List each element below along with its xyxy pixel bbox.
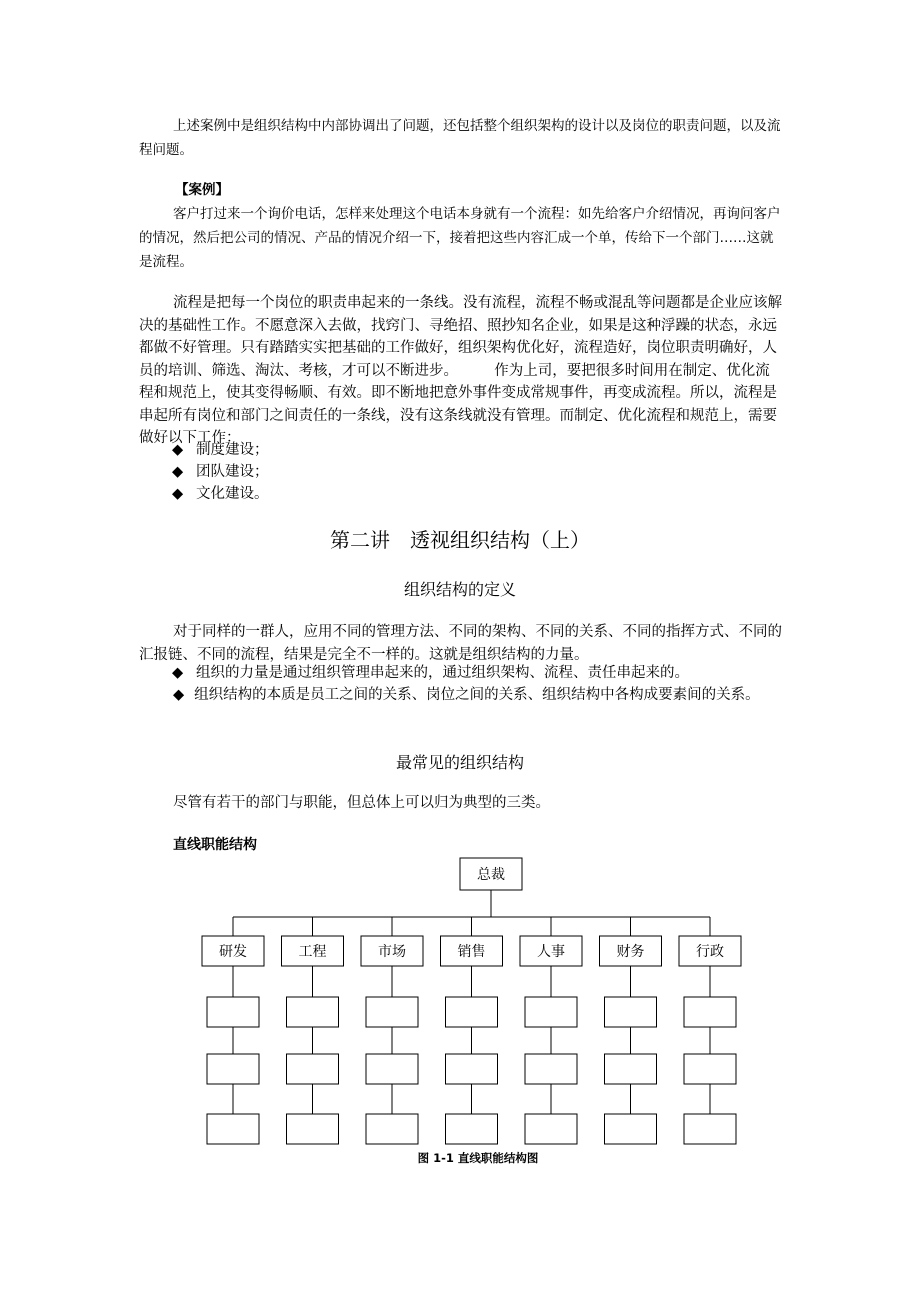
section-title-common: 最常见的组织结构 [395, 753, 524, 772]
sub-position-box [446, 1114, 498, 1144]
chart-caption: 图 1-1 直线职能结构图 [417, 1151, 539, 1165]
diamond-bullet-icon: ◆ [172, 442, 184, 458]
sub-position-box [446, 997, 498, 1027]
org-root-label: 总裁 [477, 867, 505, 883]
work-item: ◆ 文化建设。 [172, 483, 269, 506]
case-heading: 【案例】 [175, 182, 229, 198]
sub-position-box [525, 1054, 577, 1084]
common-paragraph: 尽管有若干的部门与职能，但总体上可以归为典型的三类。 [173, 795, 550, 811]
diamond-bullet-icon: ◆ [172, 486, 184, 502]
definition-bullet: ◆ 组织结构的本质是员工之间的关系、岗位之间的关系、组织结构中各构成要素间的关系。 [173, 687, 760, 703]
sub-position-box [605, 1054, 657, 1084]
sub-position-box [446, 1054, 498, 1084]
department-label: 财务 [616, 944, 645, 960]
definition-bullet: ◆ 组织的力量是通过组织管理串起来的，通过组织架构、流程、责任串起来的。 [172, 662, 689, 685]
sub-position-box [366, 1114, 418, 1144]
sub-position-box [605, 997, 657, 1027]
department-label: 市场 [378, 944, 406, 960]
diamond-bullet-icon: ◆ [172, 464, 184, 480]
sub-position-box [366, 997, 418, 1027]
department-label: 人事 [537, 944, 565, 960]
subheading-line-functional: 直线职能结构 [173, 837, 257, 853]
sub-position-box [684, 997, 736, 1027]
sub-position-box [525, 997, 577, 1027]
sub-position-box [207, 1114, 259, 1144]
department-label: 销售 [457, 944, 486, 960]
department-label: 行政 [696, 944, 724, 960]
definition-paragraph: 对于同样的一群人，应用不同的管理方法、不同的架构、不同的关系、不同的指挥方式、不同的汇报链、不同的流程，结果是完全不一样的。这就是组织结构的力量。 [139, 624, 782, 663]
diamond-bullet-icon: ◆ [172, 665, 184, 681]
case-paragraph: 客户打过来一个询价电话，怎样来处理这个电话本身就有一个流程：如先给客户介绍情况，再询问客户的情况，然后把公司的情况、产品的情况介绍一下，接着把这些内容汇成一个单，传给下一个部门……这就是流程。 [139, 206, 781, 270]
sub-position-box [207, 1054, 259, 1084]
diamond-bullet-icon: ◆ [173, 687, 185, 703]
section-title-definition: 组织结构的定义 [403, 580, 516, 599]
department-label: 研发 [219, 944, 247, 960]
sub-position-box [287, 997, 339, 1027]
lecture-title: 第二讲 透视组织结构（上） [330, 528, 590, 552]
sub-position-box [366, 1054, 418, 1084]
org-chart [0, 840, 920, 1180]
sub-position-box [684, 1114, 736, 1144]
work-item: ◆ 团队建设； [172, 461, 269, 484]
work-item: ◆ 制度建设； [172, 439, 269, 462]
sub-position-box [287, 1054, 339, 1084]
sub-position-box [525, 1114, 577, 1144]
sub-position-box [287, 1114, 339, 1144]
intro-paragraph: 上述案例中是组织结构中内部协调出了问题，还包括整个组织架构的设计以及岗位的职责问题，以及流程问题。 [139, 118, 781, 158]
process-paragraph: 流程是把每一个岗位的职责串起来的一条线。没有流程，流程不畅或混乱等问题都是企业应该解决的基础性工作。不愿意深入去做，找窍门、寻绝招、照抄知名企业，如果是这种浮躁的状态，永远都做不好管理。只有踏踏实实把基础的工作做好，组织架构优化好，流程造好，岗位职责明确好，人员的培训、筛选、淘汰、考核，才可以不断进步。 作为上司，要把很多时间用在制定、优化流程和规范上，使其变得畅顺、有效。即不断地把意外事件变成常规事件，再变成流程。所以，流程是串起所有岗位和部门之间责任的一条线，没有这条线就没有管理。而制定、优化流程和规范上，需要做好以下工作： [139, 295, 782, 446]
sub-position-box [684, 1054, 736, 1084]
sub-position-box [207, 997, 259, 1027]
sub-position-box [605, 1114, 657, 1144]
department-label: 工程 [298, 944, 327, 960]
